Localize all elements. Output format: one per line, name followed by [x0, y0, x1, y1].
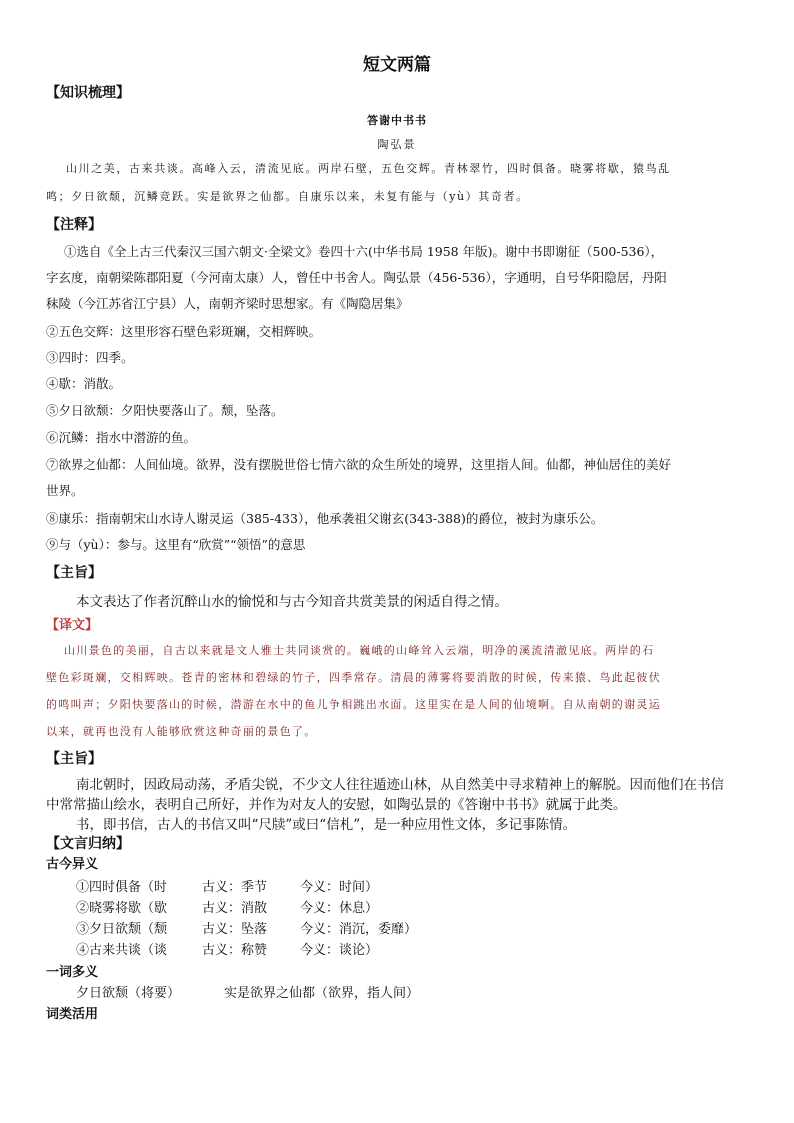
ancient-meaning: 古义：坠落	[202, 922, 268, 937]
note-line: ①选自《全上古三代秦汉三国六朝文·全梁文》卷四十六(中华书局 1958 年版)。谢中书即谢征（500-536），	[64, 244, 664, 259]
poem-line: 山川之美，古来共谈。高峰入云，清流见底。两岸石壁，五色交辉。青林翠竹，四时俱备。晓雾将歇，猿鸟乱	[66, 162, 671, 175]
translation-line: 山川景色的美丽，自古以来就是文人雅士共同谈赏的。巍峨的山峰耸入云端，明净的溪流清澈见底。两岸的石	[64, 644, 655, 657]
translation-line: 壁色彩斑斓，交相辉映。苍青的密林和碧绿的竹子，四季常存。清晨的薄雾将要消散的时候，传来猿、鸟此起彼伏	[46, 671, 661, 684]
section-theme: 【主旨】	[46, 751, 102, 767]
ancient-modern-heading: 古今异义	[46, 857, 99, 872]
poem-title: 答谢中书书	[367, 114, 427, 127]
section-theme: 【主旨】	[46, 565, 102, 581]
ancient-meaning: 古义：称赞	[202, 943, 268, 958]
polysemy-item: 实是欲界之仙都（欲界，指人间）	[224, 986, 420, 1001]
polysemy-heading: 一词多义	[46, 965, 99, 980]
ancient-meaning: 古义：消散	[202, 901, 268, 916]
ancient-modern-phrase: ③夕日欲颓（颓	[76, 922, 168, 937]
page-title: 短文两篇	[363, 55, 431, 75]
note-line: ⑥沉鳞：指水中潜游的鱼。	[46, 430, 197, 445]
poem-line: 鸣；夕日欲颓，沉鳞竞跃。实是欲界之仙都。自康乐以来，未复有能与（yù）其奇者。	[46, 190, 529, 203]
poem-author: 陶弘景	[377, 138, 417, 151]
modern-meaning: 今义：时间）	[300, 880, 379, 895]
note-line: ②五色交辉：这里形容石壁色彩斑斓，交相辉映。	[46, 324, 322, 339]
note-line: ⑤夕日欲颓：夕阳快要落山了。颓，坠落。	[46, 403, 284, 418]
section-knowledge: 【知识梳理】	[46, 85, 130, 101]
translation-line: 以来，就再也没有人能够欣赏这种奇丽的景色了。	[46, 725, 317, 738]
section-notes: 【注释】	[46, 217, 102, 233]
note-line: ⑨与（yù）：参与。这里有“欣赏”“领悟”的意思	[46, 537, 306, 552]
note-line: ⑦欲界之仙都：人间仙境。欲界，没有摆脱世俗七情六欲的众生所处的境界，这里指人间。仙都，神仙居住的美好	[46, 457, 672, 472]
ancient-modern-phrase: ②晓雾将歇（歇	[76, 901, 168, 916]
polysemy-item: 夕日欲颓（将要）	[76, 986, 181, 1001]
modern-meaning: 今义：谈论）	[300, 943, 379, 958]
note-line: ③四时：四季。	[46, 350, 134, 365]
section-summary: 【文言归纳】	[46, 836, 130, 852]
theme-text: 中常常描山绘水，表明自己所好，并作为对友人的安慰，如陶弘景的《答谢中书书》就属于此类。	[46, 797, 627, 813]
theme-text: 南北朝时，因政局动荡，矛盾尖锐，不少文人往往遁迹山林，从自然美中寻求精神上的解脱。因而他们在书信	[76, 777, 724, 793]
ancient-modern-phrase: ①四时俱备（时	[76, 880, 168, 895]
translation-line: 的鸣叫声；夕阳快要落山的时候，潜游在水中的鱼儿争相跳出水面。这里实在是人间的仙境啊。自从南朝的谢灵运	[46, 698, 661, 711]
note-line: 世界。	[46, 483, 84, 498]
modern-meaning: 今义：休息）	[300, 901, 379, 916]
theme-text: 书，即书信，古人的书信又叫“尺牍”或曰“信札”，是一种应用性文体，多记事陈情。	[76, 817, 577, 833]
modern-meaning: 今义：消沉，委靡）	[300, 922, 418, 937]
ancient-meaning: 古义：季节	[202, 880, 268, 895]
note-line: ④歇：消散。	[46, 376, 122, 391]
note-line: 字玄度，南朝梁陈郡阳夏（今河南太康）人，曾任中书舍人。陶弘景（456-536），字通明，自号华阳隐居，丹阳	[46, 270, 667, 285]
section-translation: 【译文】	[46, 618, 99, 633]
ancient-modern-phrase: ④古来共谈（谈	[76, 943, 168, 958]
note-line: 秣陵（今江苏省江宁县）人，南朝齐梁时思想家。有《陶隐居集》	[46, 296, 409, 311]
note-line: ⑧康乐：指南朝宋山水诗人谢灵运（385-433），他承袭祖父谢玄(343-388)的爵位，被封为康乐公。	[46, 511, 604, 526]
word-class-heading: 词类活用	[46, 1007, 99, 1022]
theme-text: 本文表达了作者沉醉山水的愉悦和与古今知音共赏美景的闲适自得之情。	[76, 594, 508, 610]
